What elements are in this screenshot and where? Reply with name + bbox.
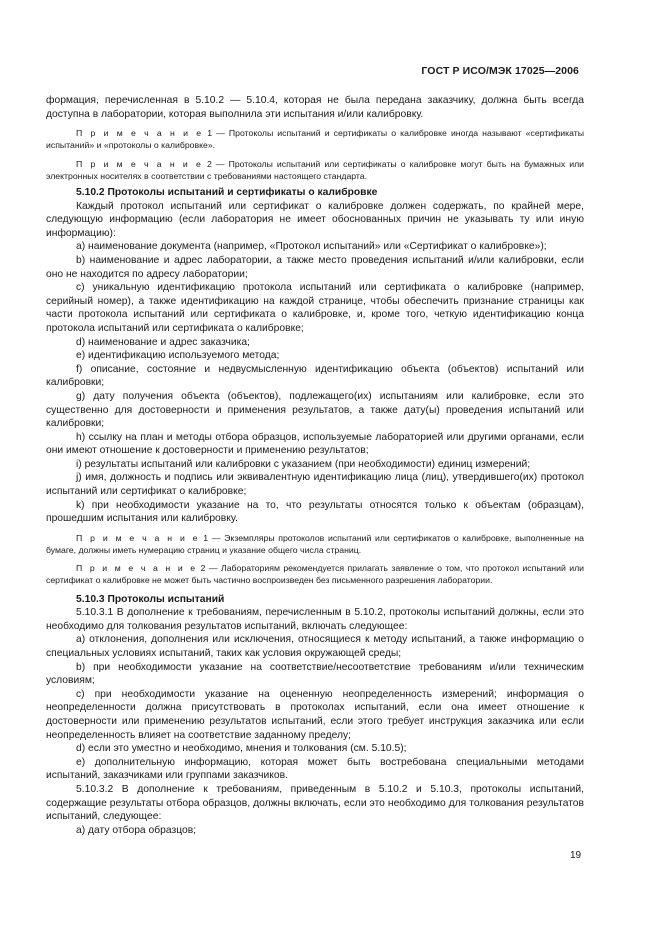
list-item: c) уникальную идентификацию протокола испытаний или сертификата о калибровке (например, серийный номер), а также идентификацию на каждой странице, чтобы обеспечить признание страницы как части протокола испытаний или сертификата о калибровке, и, кроме того, четкую идентификацию конца протокола испытаний или сертификата о калибровке; — [46, 282, 584, 334]
note-top-2: П р и м е ч а н и е 2 — Протоколы испытаний или сертификаты о калибровке могут быть на бумажных или электронных носителях в соответствии с требованиями настоящего стандарта. — [46, 158, 585, 181]
list-item: а) наименование документа (например, «Протокол испытаний» или «Сертификат о калибровке»); — [76, 241, 547, 253]
note-5-10-2-2: П р и м е ч а н и е 2 — Лабораториям рекомендуется прилагать заявление о том, что протокол испытаний или сертификат о калибровке не может быть частично воспроизведен без письменного разрешения лаборатории. — [46, 563, 584, 586]
note-top-1: П р и м е ч а н и е 1 — Протоколы испытаний и сертификаты о калибровке иногда называют «сертификаты испытаний» и «протоколы о калибровке». — [46, 128, 584, 151]
list-item: j) имя, должность и подпись или эквивалентную идентификацию лица (лиц), утвердившего(их) протокол испытаний или сертификат о калибровке; — [46, 472, 584, 498]
list-item: g) дату получения объекта (объектов), подлежащего(их) испытаниям или калибровке, если это существенно для достоверности и применения результатов, а также дату(ы) проведения испытаний или калибровки; — [46, 390, 584, 430]
list-item: h) ссылку на план и методы отбора образцов, используемые лабораторией или другими органами, если они имеют отношение к достоверности и применению результатов; — [46, 431, 584, 457]
page-number: 19 — [570, 850, 582, 861]
list-item: а) отклонения, дополнения или исключения, относящиеся к методу испытаний, а также информацию о специальных условиях испытаний, таких как условия окружающей среды; — [46, 634, 584, 660]
list-item: а) дату отбора образцов; — [76, 824, 197, 836]
note-5-10-2-1: П р и м е ч а н и е 1 — Экземпляры протоколов испытаний или сертификатов о калибровке, выполненные на бумаге, должны иметь нумерацию страниц и указание общего числа страниц. — [46, 532, 584, 556]
list-item: i) результаты испытаний или калибровки с указанием (при необходимости) единиц измерений; — [76, 458, 531, 470]
standard-header: ГОСТ Р ИСО/МЭК 17025—2006 — [421, 65, 579, 77]
continuation-paragraph: формация, перечисленная в 5.10.2 — 5.10.4, которая не была передана заказчику, должна быть всегда доступна в лаборатории, которая выполнила эти испытания и/или калибровку. — [46, 95, 584, 120]
section-heading-5-10-2: 5.10.2 Протоколы испытаний и сертификаты о калибровке — [76, 187, 378, 198]
list-item: d) наименование и адрес заказчика; — [76, 336, 250, 348]
list-item: k) при необходимости указание на то, что результаты относятся только к объектам (образцам), прошедшим испытания или калибровку. — [46, 499, 584, 525]
list-item: f) описание, состояние и недвусмысленную идентификацию объекта (объектов) испытаний или калибровки; — [46, 363, 584, 389]
list-item: d) если это уместно и необходимо, мнения и толкования (см. 5.10.5); — [76, 743, 407, 755]
list-item: e) дополнительную информацию, которая может быть востребована специальными методами испытаний, заказчиками или группами заказчиков. — [46, 756, 584, 782]
list-item: c) при необходимости указание на оцененную неопределенность измерений; информация о неопределенности должна присутствовать в протоколах испытаний, если она имеет отношение к достоверности или применению результатов испытаний, если этого требует инструкция заказчика или если неопределенность влияет на соответствие заданному пределу; — [46, 688, 584, 741]
section-heading-5-10-3: 5.10.3 Протоколы испытаний — [76, 593, 225, 605]
paragraph-5-10-3-2: 5.10.3.2 В дополнение к требованиям, приведенным в 5.10.2 и 5.10.3, протоколы испытаний, содержащие результаты отбора образцов, должны включать, если это необходимо для толкования результатов испытаний, следующее: — [46, 783, 584, 823]
list-item: b) при необходимости указание на соответствие/несоответствие требованиям и/или техническим условиям; — [46, 661, 584, 687]
paragraph-5-10-3-1: 5.10.3.1 В дополнение к требованиям, перечисленным в 5.10.2, протоколы испытаний должны, если это необходимо для толкования результатов испытаний, включать следующее: — [46, 607, 584, 632]
list-item: b) наименование и адрес лаборатории, а также место проведения испытаний и/или калибровки, если оно не находится по адресу лаборатории; — [46, 254, 584, 280]
list-item: e) идентификацию используемого метода; — [76, 350, 280, 362]
document-body — [46, 94, 584, 837]
section-intro-5-10-2: Каждый протокол испытаний или сертификат о калибровке должен содержать, по крайней мере, следующую информацию (если лаборатория не имеет обоснованных причин не указывать ту или иную информацию): — [46, 200, 584, 239]
